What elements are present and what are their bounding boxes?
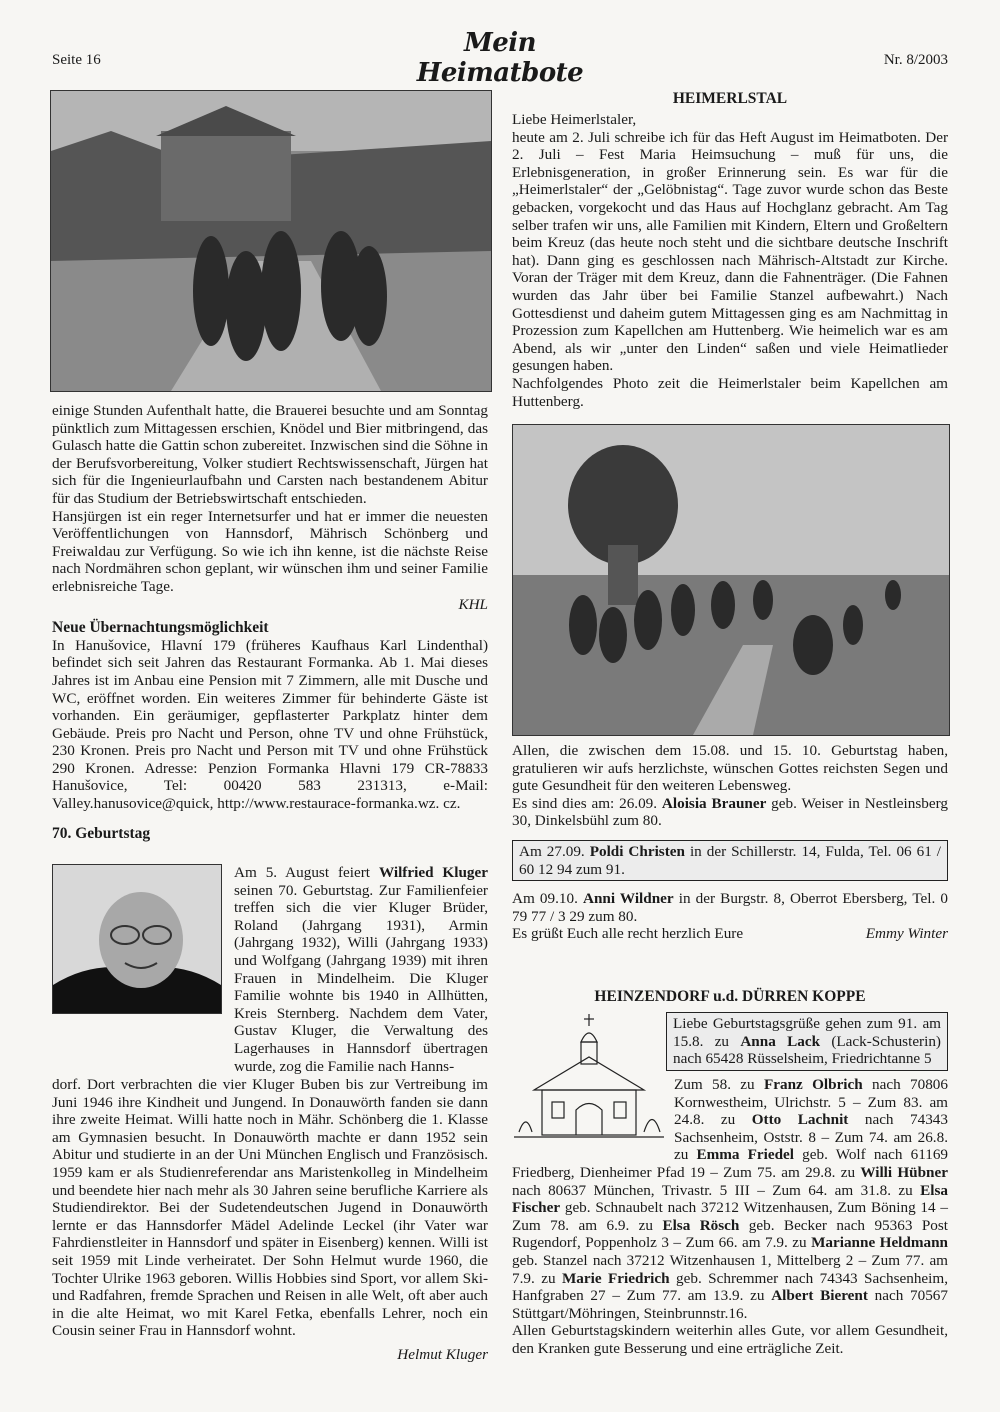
- portrait-drawing: [53, 865, 221, 1013]
- birthday-list-text: nach 74343 Sachsenheim, Oststr. 8 – Zum 74. am 26.8. zu: [674, 1111, 948, 1164]
- anna-text-2: (Lack-Schusterin) nach 65428 Rüsselsheim, Friedrichtanne 5: [673, 1032, 941, 1068]
- birthday-name: Wilfried Kluger: [378, 864, 488, 881]
- birthday-intro: [234, 864, 488, 1075]
- birthday-list-text: Zum 58. zu: [674, 1076, 764, 1093]
- birthday-list-text: geb. Wolf nach 61169 Friedberg, Dienheimer Pfad 19 – Zum 75. am 29.8. zu: [512, 1146, 949, 1181]
- box-anna: [666, 1012, 948, 1071]
- paragraph-aloisia: [512, 795, 948, 830]
- birthday-text-1: Am 5. August feiert: [234, 864, 379, 881]
- anni-name: Anni Wildner: [582, 890, 674, 907]
- birthday-list-text: geb. Schnaubelt nach 37212 Witzenhausen, Zum Böning 14 – Zum 78. am 6.9. zu: [512, 1199, 948, 1234]
- greeting: Liebe Heimerlstaler,: [512, 111, 637, 128]
- aloisia-text-1: Es sind dies am: 26.09.: [512, 794, 662, 812]
- group-photo-drawing: [51, 91, 491, 391]
- birthday-text-2: seinen 70. Geburtstag. Zur Familienfeier treffen sich die vier Kluger Brüder, Roland (Jahrgang 1931), Armin (Jahrgang 1932), Willi (Jahrgang 1933) und Wolfgang (Jahrgang 1939) mit ihren Frauen in Mindelheim. Die Kluger Familie wohnte bis 1940 in Allhütten, Kreis Sternberg. Nachdem dem Vater, Gustav Kluger, die Verwaltung des Lagerhauses in Hannsdorf übertragen wurde, zog die Familie nach Hanns-: [234, 881, 488, 1075]
- poldi-name: Poldi Christen: [589, 843, 685, 860]
- anni-text-1: Am 09.10.: [512, 890, 583, 907]
- portrait-photo: [52, 864, 222, 1014]
- aloisia-text-2: geb. Weiser in Nestleinsberg 30, Dinkelsbühl zum 80.: [512, 794, 948, 830]
- group-photo: [50, 90, 492, 392]
- aloisia-name: Aloisia Brauner: [661, 794, 767, 812]
- birthday-list-name: Willi Hübner: [860, 1163, 948, 1181]
- paragraph-accommodation: In Hanušovice, Hlavní 179 (früheres Kaufhaus Karl Lindenthal) befindet sich seit Jahren das Restaurant Formanka. Ab 1. Mai dieses Jahres ist im Anbau eine Pension mit 7 Zimmern, alle mit Dusche und WC, eröffnet worden. Ein weiteres Zimmer für behinderte Gäste ist vorhanden. Ein geräumiger, gepflasterter Parkplatz hinter dem Gebäude. Preis pro Nacht und Person, ohne TV und ohne Frühstück, 230 Kronen. Preis pro Nacht und Person mit TV und ohne Frühstück 290 Kronen. Adresse: Penzion Formanka Hlavni 179 CR-78833 Hanušovice, Tel: 00420 583 231313, e-Mail: Valley.hanusovice@quick, http://www.restaurace-formanka.wz. cz.: [52, 636, 488, 813]
- page-number: Seite 16: [52, 52, 101, 68]
- signature-helmut: Helmut Kluger: [397, 1346, 488, 1363]
- paragraph-festival: heute am 2. Juli schreibe ich für das Heft August im Heimatboten. Der 2. Juli – Fest Maria Heimsuchung – muß für uns, die Erlebnisgeneration, in großer Erinnerung sein. Es war für die „Heimerlstaler“ der „Gelöbnistag“. Tage zuvor wurde schon das Beste gebacken, vorgekocht und das Haus auf Hochglanz gebracht. Am Tag selber trafen wir uns, alle Familien mit Kindern, Eltern und Großeltern beim Kreuz (das heute noch steht und die sichtbare deutsche Inschrift hat). Dann ging es geschlossen nach Mährisch-Altstadt zur Kirche. Voran der Träger mit dem Kreuz, dann die Fahnenträger. (Die Fahnen wurden das Jahr über bei Familie Stanzel aufbewahrt.) Nach Gottesdienst und daheim gutem Mittagessen ging es am Nachmittag in Prozession zum Kapellchen am Huttenberg. Wie heimelich war es am Abend, als wir „unter den Linden“ saßen und viele Heimatlieder gesungen haben.: [512, 128, 948, 375]
- signature-emmy: Emmy Winter: [865, 925, 948, 943]
- birthday-list-text: nach 70806 Kornwestheim, Ulrichstr. 5 – Zum 83. am 24.8. zu: [674, 1076, 948, 1129]
- paragraph-congrats: Allen, die zwischen dem 15.08. und 15. 10. Geburtstag haben, gratulieren wir aufs herzlichste, wünschen Gottes reichsten Segen und gute Gesundheit für den weiteren Lebensweg.: [512, 742, 948, 795]
- masthead: Mein Heimatbote: [416, 28, 584, 88]
- paragraph-photo-caption: Nachfolgendes Photo zeit die Heimerlstaler beim Kapellchen am Huttenberg.: [512, 374, 948, 410]
- anni-text-2: in der Burgstr. 8, Oberrot Ebersberg, Tel. 0 79 77 / 3 29 zum 80.: [512, 890, 948, 925]
- poldi-text-2: in der Schillerstr. 14, Fulda, Tel. 06 61 / 60 12 94 zum 91.: [519, 843, 941, 878]
- birthday-list-name: Elsa Rösch: [662, 1216, 740, 1234]
- birthday-list-text: geb. Stanzel nach 37212 Witzenhausen 1, Mittelberg 2 – Zum 77. am 7.9. zu: [512, 1251, 948, 1287]
- paragraph-anni: [512, 890, 948, 925]
- birthday-text-3: dorf. Dort verbrachten die vier Kluger Buben bis zur Vertreibung im Juni 1946 ihre Kindheit und Jungend. In Donauwörth fanden sie dann ihre zweite Heimat. Willi hatte noch in Mähr. Schönberg die 1. Klasse am Gymnasien besucht. In Donauwörth machte er dann 1952 sein Abitur und studierte in an der Uni München Englisch und Französisch. 1959 kam er als Studienreferendar ans Maristenkolleg in Mindelheim und beendete hier nach mehr als 30 Jahren seine berufliche Karriere als Studiendirektor. Bei der Sudetendeutschen Jugend in Donauwörth lernte er das Hannsdorfer Mädel Adelinde Leckel (ihr Vater war Fahrdienstleiter in Hannsdorf und später in Eisenberg) kennen. Willi ist seit 1959 mit Linde verheiratet. Der Sohn Helmut wurde 1960, die Tochter Ulrike 1963 geboren. Willis Hobbies sind Sport, vor allem Ski- und Radfahren, fremde Sprachen und Reisen in alle Welt, oft aber auch in die alte Heimat, wo mit Karel Fetka, ebenfalls Lehrer, noch ein Cousin seiner Frau in Hannsdorf wohnt.: [52, 1076, 488, 1340]
- birthday-list-text: geb. Becker nach 95363 Post Rugendorf, Poppenholz 3 – Zum 66. am 7.9. zu: [512, 1216, 949, 1252]
- poldi-text-1: Am 27.09.: [519, 843, 590, 860]
- anna-text-1: Liebe Geburtstagsgrüße gehen zum 91. am 15.8. zu: [673, 1015, 941, 1050]
- birthday-list-text: nach 70567 Stüttgart/Möhringen, Steinbrunnstr.16.: [512, 1287, 948, 1322]
- birthday-list-name: Elsa Fischer: [512, 1181, 948, 1217]
- section-title-heimerlstal: HEIMERLSTAL: [672, 90, 788, 107]
- birthday-list-name: Marianne Heldmann: [811, 1234, 948, 1252]
- signature-khl: KHL: [458, 595, 488, 613]
- section-title-accommodation: Neue Übernachtungsmöglichkeit: [52, 619, 269, 637]
- birthday-list-name: Emma Friedel: [696, 1146, 795, 1164]
- birthday-continued: [52, 1076, 488, 1340]
- birthday-list-name: Otto Lachnit: [751, 1111, 849, 1129]
- paragraph-internet: Hansjürgen ist ein reger Internetsurfer und hat er immer die neuesten Veröffentlichungen von Hannsdorf, Mährisch Schönberg und Freiwaldau zur Verfügung. So wie ich ihn kenne, ist die nächste Reise nach Nordmähren schon geplant, wir wünschen ihm und seiner Familie erlebnisreiche Tage.: [52, 507, 488, 595]
- box-poldi: [512, 840, 948, 881]
- issue-number: Nr. 8/2003: [883, 52, 948, 68]
- closing-greeting: Es grüßt Euch alle recht herzlich Eure: [512, 925, 744, 943]
- section-title-heinzendorf: HEINZENDORF u.d. DÜRREN KOPPE: [594, 988, 866, 1005]
- paragraph-brewery: einige Stunden Aufenthalt hatte, die Brauerei besuchte und am Sonntag pünktlich zum Mittagessen erschien, Knödel und Bier mitbringend, das Gulasch hatte die Gattin schon zubereitet. Inzwischen sind die Söhne in der Berufsvorbereitung, Volker studiert Rechtswissenschaft, Jürgen hat sich für die Ingenieurlaufbahn und Carsten nach bestandenem Abitur für das Studium der Betriebswirtschaft entschieden.: [52, 402, 488, 507]
- anna-name: Anna Lack: [740, 1032, 821, 1050]
- birthday-list-name: Marie Friedrich: [561, 1269, 670, 1287]
- procession-photo: [512, 424, 950, 736]
- birthday-list-name: Albert Bierent: [771, 1287, 868, 1305]
- birthday-list-name: Franz Olbrich: [763, 1076, 863, 1093]
- section-title-birthday: 70. Geburtstag: [52, 824, 151, 842]
- birthday-list-text: geb. Schremmer nach 74343 Sachsenheim, Hanfgraben 27 – Zum 77. am 13.9. zu: [512, 1269, 948, 1305]
- procession-drawing: [513, 425, 949, 735]
- chapel-spacer: [512, 1076, 674, 1150]
- paragraph-wishes: Allen Geburtstagskindern weiterhin alles Gute, vor allem Gesundheit, den Kranken gute Besserung und eine erträgliche Zeit.: [512, 1322, 948, 1357]
- birthday-list-text: nach 80637 München, Trivastr. 5 III – Zum 64. am 31.8. zu: [512, 1181, 921, 1199]
